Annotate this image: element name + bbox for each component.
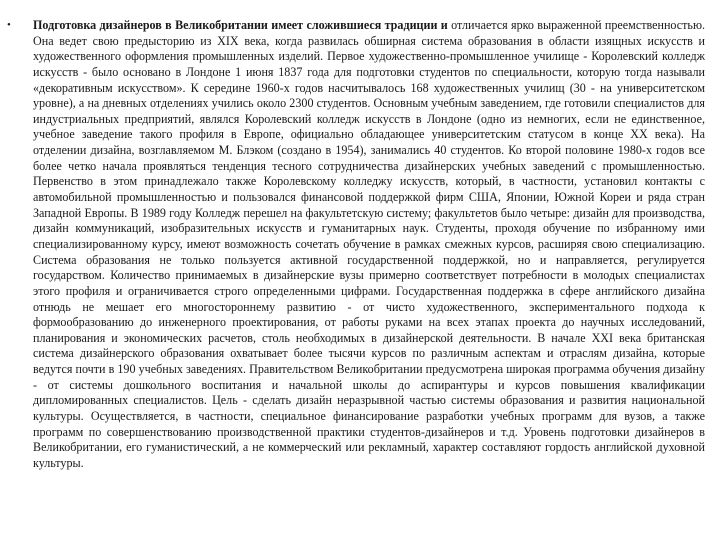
bullet-item — [5, 18, 705, 472]
bullet-icon: • — [7, 19, 11, 31]
body-paragraph — [33, 18, 705, 472]
lead-text: Подготовка дизайнеров в Великобритании имеет сложившиеся традиции и — [33, 18, 448, 32]
body-text: отличается ярко выраженной преемственностью. Она ведет свою предысторию из XIX века, когда развилась обширная система образования в области изящных искусств и художественного оформления промышленных изделий. Первое художественно-промышленное училище - Королевский колледж искусств - было основано в Лондоне 1 июня 1837 года для подготовки студентов по специальности, которую тогда называли «декоративным искусством». К середине 1960-х годов насчитывалось 168 художественных училищ (30 - на университетском уровне), а на дневных отделениях учились около 2300 студентов. Основным учебным заведением, где готовили специалистов для индустриальных предприятий, являлся Королевский колледж искусств в Лондоне (одно из немногих, если не единственное, учебное заведение такого профиля в Европе, официально обладающее университетским статусом в конце XX века). На отделении дизайна, возглавляемом М. Блэком (создано в 1954), занимались 40 студентов. Ко второй половине 1980-х годов все более четко начала проявляться тенденция тесного сотрудничества дизайнерских учебных заведений с промышленностью. Первенство в этом принадлежало также Королевскому колледжу искусств, который, в частности, установил контакты с автомобильной промышленностью и пользовался финансовой поддержкой фирм США, Японии, Южной Кореи и ряда стран Западной Европы. В 1989 году Колледж перешел на факультетскую систему; факультетов было четыре: дизайн для производства, дизайн коммуникаций, изобразительных искусств и гуманитарных наук. Студенты, проходя обучение по избранному ими специализированному курсу, имеют возможность сочетать обучение в рамках смежных курсов, расширяя свою специализацию. Система образования не только пользуется активной государственной поддержкой, но и направляется, регулируется государством. Количество принимаемых в дизайнерские вузы примерно соответствует потребности в молодых специалистах этого профиля и ограничивается строго определенными цифрами. Государственная поддержка в сфере английского дизайна отнюдь не мешает его многостороннему развитию - от чисто художественного, экспериментального подхода к формообразованию до инженерного проектирования, от работы руками на всех этапах проекта до научных исследований, планирования и экономических расчетов, столь необходимых в дизайнерской деятельности. В начале XXI века британская система дизайнерского образования охватывает более тысячи курсов по различным аспектам и отраслям дизайна, которые ведутся почти в 190 учебных заведениях. Правительством Великобритании предусмотрена широкая программа обучения дизайну - от системы дошкольного воспитания и начальной школы до аспирантуры и курсов повышения квалификации дипломированных специалистов. Цель - сделать дизайн неразрывной частью системы образования и развития национальной культуры. Осуществляется, в частности, специальное финансирование разработки учебных программ для вузов, а также программ по совершенствованию производственной практики студентов-дизайнеров и т.д. Уровень подготовки дизайнеров в Великобритании, его гуманистический, а не коммерческий или рекламный, характер составляют гордость английской духовной культуры. — [33, 18, 706, 470]
